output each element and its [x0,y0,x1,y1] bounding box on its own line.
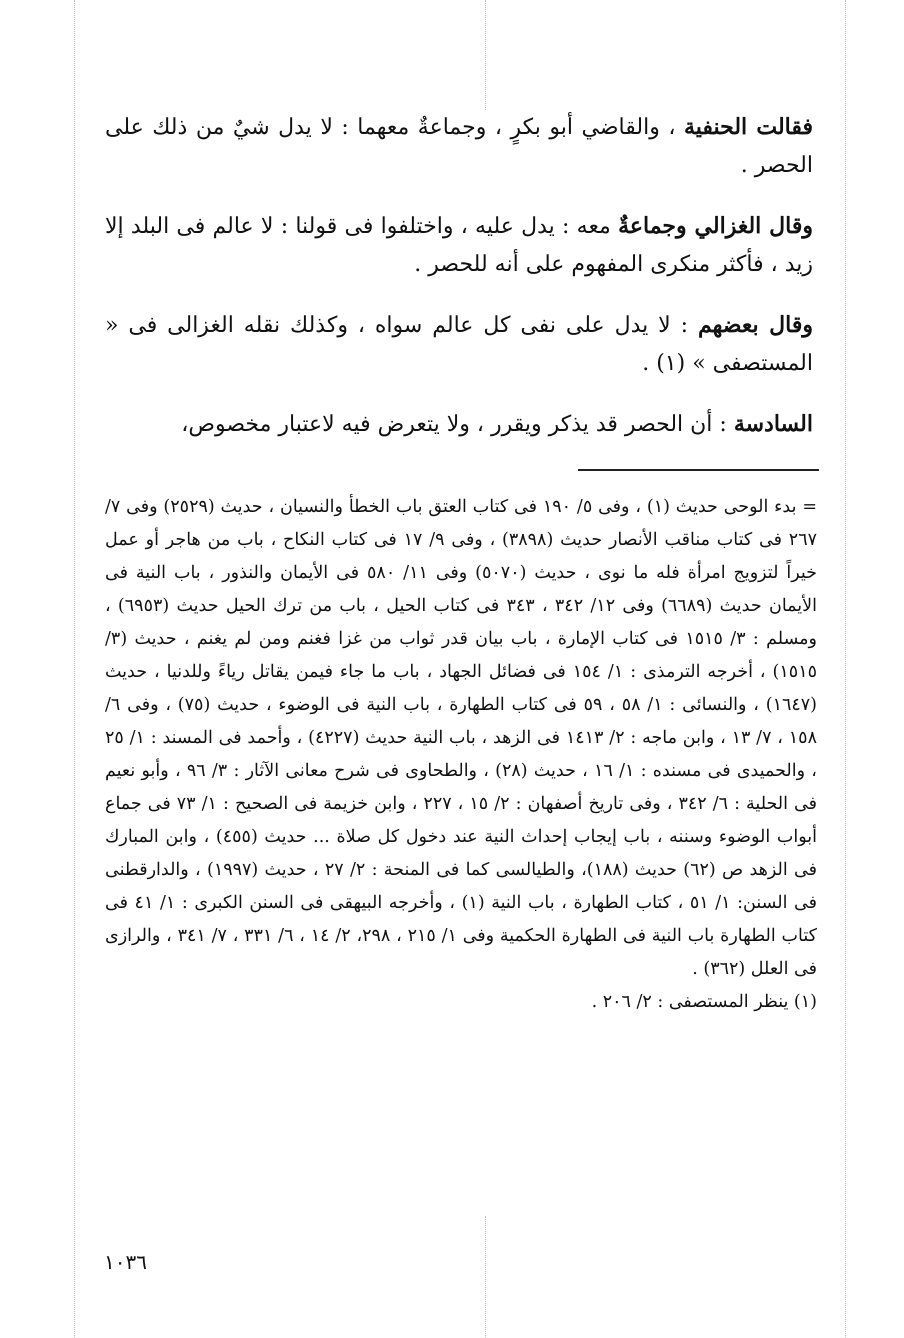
scan-dotted-line-center-lower [485,1216,487,1338]
paragraph-ghazali [105,207,813,284]
paragraph-sixth [105,405,813,444]
paragraph-hanafiyya [105,108,813,185]
footnote-continuation: = بدء الوحى حديث (١) ، وفى ٥/ ١٩٠ فى كتاب العتق باب الخطأ والنسيان ، حديث (٢٥٢٩) وفى ٧/ ٢٦٧ فى كتاب مناقب الأنصار حديث (٣٨٩٨) ، وفى ٩/ ١٧ فى كتاب النكاح ، باب من هاجر أو عمل خيراً لتزويج امرأة فله ما نوى ، حديث (٥٠٧٠) وفى ١١/ ٥٨٠ فى الأيمان والنذور ، باب النية فى الأيمان حديث (٦٦٨٩) وفى ١٢/ ٣٤٢ ، ٣٤٣ فى كتاب الحيل ، باب من ترك الحيل حديث (٦٩٥٣) ، ومسلم : ٣/ ١٥١٥ فى كتاب الإمارة ، باب بيان قدر ثواب من غزا فغنم ومن لم يغنم ، حديث (٣/ ١٥١٥) ، أخرجه الترمذى : ١/ ١٥٤ فى فضائل الجهاد ، باب ما جاء فيمن يقاتل رياءً وللدنيا ، حديث (١٦٤٧) ، والنسائى : ١/ ٥٨ ، ٥٩ فى كتاب الطهارة ، باب النية فى الوضوء ، حديث (٧٥) ، وفى ٦/ ١٥٨ ، ٧/ ١٣ ، وابن ماجه : ٢/ ١٤١٣ فى الزهد ، باب النية حديث (٤٢٢٧) ، وأحمد فى المسند : ١/ ٢٥ ، والحميدى فى مسنده : ١/ ١٦ ، حديث (٢٨) ، والطحاوى فى شرح معانى الآثار : ٣/ ٩٦ ، وأبو نعيم فى الحلية : ٦/ ٣٤٢ ، وفى تاريخ أصفهان : ٢/ ١٥ ، ٢٢٧ ، وابن خزيمة فى الصحيح : ١/ ٧٣ فى جماع أبواب الوضوء وسننه ، باب إيجاب إحداث النية عند دخول كل صلاة ... حديث (٤٥٥) ، وابن المبارك فى الزهد ص (٦٢) حديث (١٨٨)، والطيالسى كما فى المنحة : ٢/ ٢٧ ، حديث (١٩٩٧) ، والدارقطنى فى السنن: ١/ ٥١ ، كتاب الطهارة ، باب النية (١) ، وأخرجه البيهقى فى السنن الكبرى : ١/ ٤١ فى كتاب الطهارة باب النية فى الطهارة الحكمية وفى ١/ ٢١٥ ، ٢٩٨، ٢/ ١٤ ، ٦/ ٣٣١ ، ٧/ ٣٤١ ، والرازى فى العلل (٣٦٢) . [105,497,818,979]
footnote-1: (١) ينظر المستصفى : ٢/ ٢٠٦ . [591,992,817,1012]
footnotes [105,491,817,1019]
paragraph-others [105,306,813,383]
scan-dotted-line-left [74,0,76,1338]
page-number: ١٠٣٦ [104,1250,147,1274]
paragraph-lead: فقالت الحنفية [683,114,814,140]
scan-dotted-line-center [485,0,487,110]
scan-dotted-line-right [845,0,847,1338]
paragraph-lead: السادسة [733,411,813,437]
paragraph-lead: وقال بعضهم [697,312,813,338]
paragraph-body: : لا يدل على نفى كل عالم سواه ، وكذلك نقله الغزالى فى « المستصفى » (١) . [105,313,813,376]
paragraph-body: ، والقاضي أبو بكرٍ ، وجماعةٌ معهما : لا يدل شيٌ من ذلك على الحصر . [105,115,813,178]
paragraph-body: معه : يدل عليه ، واختلفوا فى قولنا : لا عالم فى البلد إلا زيد ، فأكثر منكرى المفهوم على أنه للحصر . [105,214,813,277]
paragraph-lead: وقال الغزالي وجماعةٌ [618,213,813,239]
footnote-separator [578,469,819,471]
paragraph-body: : أن الحصر قد يذكر ويقرر ، ولا يتعرض فيه لاعتبار مخصوص، [181,412,734,437]
main-text [105,108,813,466]
